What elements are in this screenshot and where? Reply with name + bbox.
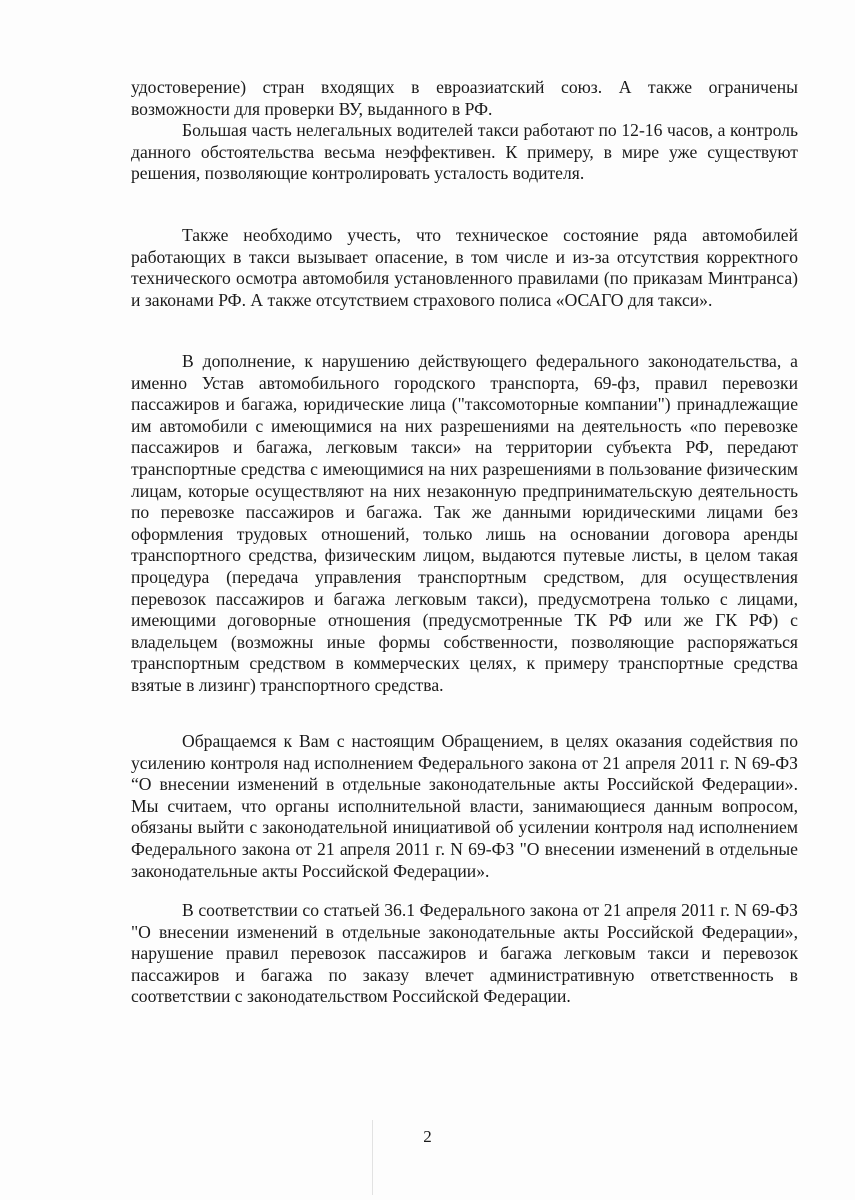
paragraph-3: Также необходимо учесть, что техническое состояние ряда автомобилей работающих в такси вызывает опасение, в том числе и из-за отсутствия корректного технического осмотра автомобиля установленного правилами (по приказам Минтранса) и законами РФ. А также отсутствием страхового полиса «ОСАГО для такси». bbox=[131, 225, 798, 310]
paragraph-6: В соответствии со статьей 36.1 Федерального закона от 21 апреля 2011 г. N 69-ФЗ "О внесении изменений в отдельные законодательные акты Российской Федерации», нарушение правил перевозок пассажиров и багажа легковым такси и перевозок пассажиров и багажа по заказу влечет административную ответственность в соответствии с законодательством Российской Федерации. bbox=[131, 900, 798, 1007]
paragraph-1: удостоверение) стран входящих в евроазиатский союз. А также ограничены возможности для проверки ВУ, выданного в РФ. bbox=[131, 77, 798, 119]
paragraph-2: Большая часть нелегальных водителей такси работают по 12-16 часов, а контроль данного обстоятельства весьма неэффективен. К примеру, в мире уже существуют решения, позволяющие контролировать усталость водителя. bbox=[131, 120, 798, 184]
paragraph-4: В дополнение, к нарушению действующего федерального законодательства, а именно Устав автомобильного городского транспорта, 69-фз, правил перевозки пассажиров и багажа, юридические лица ("таксомоторные компании") принадлежащие им автомобили с имеющимися на них разрешениями на деятельность «по перевозке пассажиров и багажа, легковым такси» на территории субъекта РФ, передают транспортные средства с имеющимися на них разрешениями в пользование физическим лицам, которые осуществляют на них незаконную предпринимательскую деятельность по перевозке пассажиров и багажа. Так же данными юридическими лицами без оформления трудовых отношений, только лишь на основании договора аренды транспортного средства, физическим лицом, выдаются путевые листы, в целом такая процедура (передача управления транспортным средством, для осуществления перевозок пассажиров и багажа легковым такси), предусмотрена только с лицами, имеющими договорные отношения (предусмотренные ТК РФ или же ГК РФ) с владельцем (возможны иные формы собственности, позволяющие распоряжаться транспортным средством в коммерческих целях, к примеру транспортные средства взятые в лизинг) транспортного средства. bbox=[131, 351, 798, 695]
paragraph-5: Обращаемся к Вам с настоящим Обращением, в целях оказания содействия по усилению контроля над исполнением Федерального закона от 21 апреля 2011 г. N 69-ФЗ “О внесении изменений в отдельные законодательные акты Российской Федерации». Мы считаем, что органы исполнительной власти, занимающиеся данным вопросом, обязаны выйти с законодательной инициативой об усилении контроля над исполнением Федерального закона от 21 апреля 2011 г. N 69-ФЗ "О внесении изменений в отдельные законодательные акты Российской Федерации». bbox=[131, 731, 798, 881]
page-number: 2 bbox=[423, 1127, 432, 1146]
